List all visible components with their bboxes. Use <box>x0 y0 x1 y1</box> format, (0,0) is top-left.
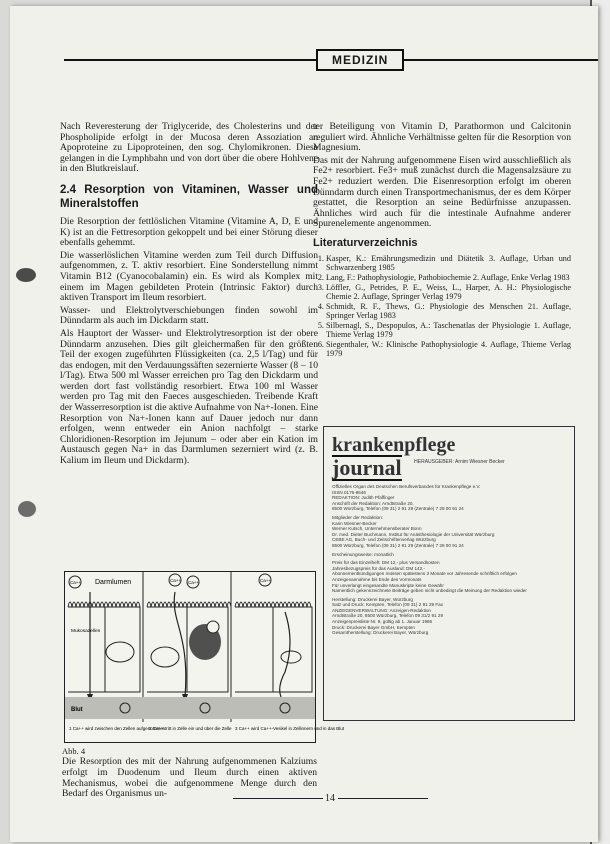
imprint-line: Karin Wiesner-Becker <box>332 520 377 526</box>
panel-3-label: 3 Ca++ wird Ca++-Vesikel in Zellinnern und in das Blut <box>235 726 345 731</box>
imprint-line: Namentlich gekennzeichnete Beiträge geben nicht unbedingt die Meinung der Redaktion wieder <box>332 588 527 594</box>
figure-label: Abb. 4 <box>62 746 86 756</box>
reference-item: 5. Silbernagl, S., Despopulos, A.: Taschenatlas der Physiologie 1. Auflage, Thieme Verlag 1979 <box>326 321 571 339</box>
imprint-line: Für unverlangt eingesandte Manuskripte keine Gewähr <box>332 582 444 588</box>
imprint-line: Abonnementkündigungen müssen spätestens 3 Monate vor Jahresende schriftlich erfolgen <box>332 571 517 577</box>
reference-item: 6. Siegenthaler, W.: Klinische Pathophysiologie 4. Auflage, Thieme Verlag 1979 <box>326 340 571 358</box>
panel-2-label: 2 Ca++ tritt in Zelle ein und über die Zelle <box>149 726 232 731</box>
journal-logo-line2: journal <box>332 455 402 480</box>
imprint-line: Arndtstraße 20, 8500 Würzburg, Telefon 09 31/2 91 29 <box>332 613 444 619</box>
imprint-line: REDAKTION: Judith Pfaffinger <box>332 495 395 501</box>
figure-illustration <box>65 572 345 742</box>
section-label: MEDIZIN <box>316 49 404 71</box>
lumen-label: Darmlumen <box>95 579 132 586</box>
imprint-line: CEBE AG, Buch- und Zeitschriftenverlag Würzburg <box>332 537 436 543</box>
page-number-value: 14 <box>325 793 335 804</box>
paragraph: Die wasserlöslichen Vitamine werden zum Teil durch Diffusion aufgenommen, z. T. aktiv resorbiert. Eine Sonderstellung nimmt Vitamin B12 (Cyanocobalamin) ein. Es wird als Komplex mit einem im Magen gebildeten Protein (Intrinsic Faktor) durch aktiven Transport im Ileum resorbiert. <box>60 249 318 304</box>
imprint-line: Mitglieder der Redaktion: <box>332 514 384 520</box>
reference-item: 2. Lang, F.: Pathophysiologie, Pathobiochemie 2. Auflage, Enke Verlag 1983 <box>326 273 571 282</box>
svg-text:Ca++: Ca++ <box>170 578 182 583</box>
imprint-line: Jahresbezugspreis für das Ausland: DM 142,- <box>332 565 425 571</box>
paragraph: Die Resorption der fettlöslichen Vitamine (Vitamine A, D, E und K) ist an die Fettresorption gekoppelt und bei einer Störung dieser ebenfalls gehemmt. <box>60 215 318 249</box>
imprint-line: Gesamtherstellung: Druckerei Bayer, Würzburg <box>332 630 429 636</box>
calcium-absorption-figure <box>64 571 345 743</box>
figure-caption: Die Resorption des mit der Nahrung aufgenommenen Kalziums erfolgt im Duodenum und Ileum durch einen aktiven Mechanismus, wobei die aufgenommene Menge durch den Bedarf des Organismus un- <box>62 756 317 800</box>
binding-hole <box>18 501 36 517</box>
paragraph: Als Hauptort der Wasser- und Elektrolytresorption ist der obere Dünndarm anzusehen. Dies gilt gleichermaßen für den größten Teil der exogen zugeführten Flüssigkeiten (ca. 2,5 l/Tag) und für das endogen, mit den Verdauungssäften sezernierte Wasser (8 – 10 l/Tag). Etwa 500 ml Wasser erreichen pro Tag den Dickdarm und werden dort fast vollständig resorbiert. Etwa 100 ml Wasser werden pro Tag mit den Faeces ausgeschieden. Treibende Kraft der Wasserresorption ist die aktive Aufnahme von Na+-Ionen. Eine Resorption von Na+-Ionen kann auf Dauer jedoch nur dann erfolgen, wenn entweder ein Anion nachfolgt – starke Chloridionen-Resorption im Jejunum – oder aber ein Kation im Austausch gegen Na+ in das Darmlumen sezerniert wird (z. B. Kalium im Ileum und Dickdarm). <box>60 327 318 467</box>
reference-item: 3. Löffler, G., Petrides, P. E., Weiss, L., Harper, A. H.: Physiologische Chemie 2. Auflage, Springer Verlag 1979 <box>326 283 571 301</box>
imprint-line: Werner Kutsch, Unternehmensberater Bonn <box>332 526 422 532</box>
imprint-line: Erscheinungsweise: monatlich <box>332 551 394 557</box>
left-column <box>60 122 318 469</box>
right-column <box>313 122 571 360</box>
imprint-line: Offizielles Organ des Deutschen Berufsverbandes für Krankenpflege e.V. <box>332 484 481 489</box>
imprint-line: Preis für das Einzelheft: DM 12,- plus Versandkosten <box>332 560 440 566</box>
binding-hole <box>16 268 36 282</box>
journal-imprint-box <box>323 426 575 721</box>
imprint-line: 8500 Würzburg, Telefon (09 31) 2 91 29 (Zentrale) 7 28 00 91 24 <box>332 542 464 548</box>
paragraph: Das mit der Nahrung aufgenommene Eisen wird ausschließlich als Fe2+ resorbiert. Fe3+ muß zunächst durch die Magensalzsäure zu Fe2+ reduziert werden. Die Eisenresorption erfolgt im oberen Dünndarm durch einen Transportmechanismus, der es dem Körper gestattet, die Resorption an seine Bedürfnisse anzupassen. Ähnliches wird auch für die intestinale Aufnahme anderer Spurenelemente angenommen. <box>313 154 571 230</box>
section-heading: 2.4 Resorption von Vitaminen, Wasser und Mineralstoffen <box>60 183 318 210</box>
document-page <box>10 6 598 842</box>
section-header <box>64 46 598 74</box>
page-number <box>210 793 450 804</box>
svg-text:Ca++: Ca++ <box>188 580 200 585</box>
imprint-line: Satz und Druck: Kempten, Telefon (09 31) 2 91 29 Fax <box>332 602 443 608</box>
imprint-line: Anschrift der Redaktion: Arndtstraße 20, <box>332 500 414 506</box>
imprint-line: 8500 Würzburg, Telefon (09 31) 2 91 29 (Zentrale) 7 28 00 91 24 <box>332 506 464 512</box>
reference-item: 1. Kasper, K.: Ernährungsmedizin und Diätetik 3. Auflage, Urban und Schwarzenberg 1985 <box>326 254 571 272</box>
imprint-line: Anzeigenannahme bis Ende des Vormonats <box>332 576 422 582</box>
imprint-line: ANZEIGENVERWALTUNG: Anzeigen-Redaktion <box>332 607 431 613</box>
intro-paragraph: Nach Reveresterung der Triglyceride, des Cholesterins und der Phospholipide erfolgt in der Mucosa deren Assoziation an Apoproteine zu Lipoproteinen, den sog. Chylomikronen. Diese gelangen in die Lymphbahn und von dort über die obere Hohlvene in den Blutkreislauf. <box>60 121 318 175</box>
mucosa-label: Mukosazellen <box>71 629 101 634</box>
imprint-line: ISSN 0176-8646 <box>332 489 366 495</box>
reference-item: 4. Schmidt, R. F., Thews, G.: Physiologie des Menschen 21. Auflage, Springer Verlag 1983 <box>326 302 571 320</box>
imprint-line: Anzeigenpreisliste Nr. 9, gültig ab 1. Januar 1986 <box>332 619 433 625</box>
panel-1-label: 1 Ca++ wird zwischen den Zellen aufgenommen <box>69 726 166 731</box>
svg-text:Ca++: Ca++ <box>260 578 272 583</box>
imprint-line: Druck: Druckerei Bayer GmbH, Kempten <box>332 624 415 630</box>
journal-logo-line1: krankenpflege <box>332 434 456 456</box>
imprint-line: Herstellung: Druckerei Bayer, Würzburg <box>332 596 413 602</box>
blood-label: Blut <box>71 707 83 713</box>
reference-list <box>313 254 571 359</box>
publisher-info: HERAUSGEBER: Arnim Wiesner Becker <box>414 459 505 465</box>
imprint-line: Dr. med. Dieter Buchmann, Institut für Anästhesiologie der Universität Würzburg <box>332 531 495 537</box>
references-heading: Literaturverzeichnis <box>313 236 418 249</box>
paragraph: ter Beteiligung von Vitamin D, Parathormon und Calcitonin reguliert wird. Ähnliche Verhältnisse gelten für die Resorption von Magnesium. <box>313 121 571 154</box>
svg-text:Ca++: Ca++ <box>70 580 82 585</box>
paragraph: Wasser- und Elektrolytverschiebungen finden sowohl im Dünndarm als auch im Dickdarm statt. <box>60 304 318 327</box>
